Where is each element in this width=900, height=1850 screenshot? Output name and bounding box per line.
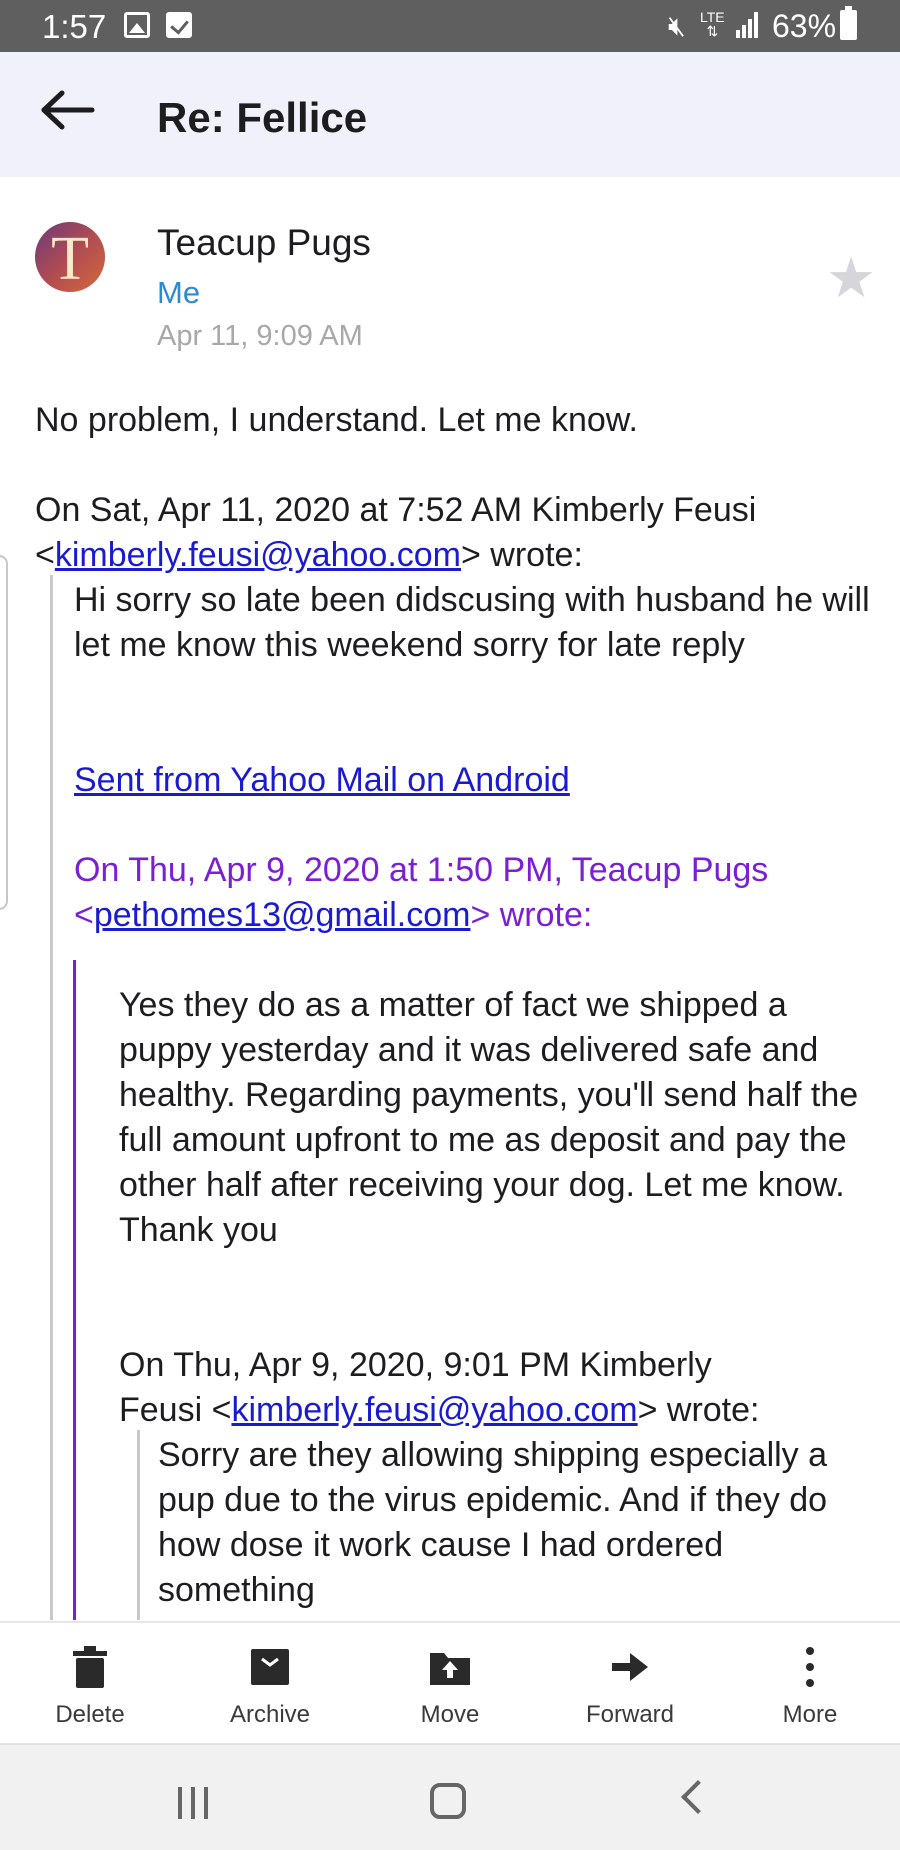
battery-percent: 63% [772,8,837,44]
quote2-body [119,983,879,1253]
message-header [0,52,900,177]
status-time: 1:57 [42,8,107,45]
back-arrow-icon[interactable] [40,90,96,130]
message-subject: Re: Fellice [157,94,368,141]
checkbox-notification-icon [166,12,192,38]
quote2-body-text: Yes they do as a matter of fact we shipped a puppy yesterday and it was delivered safe and healthy. Regarding payments, you'll send half the full amount upfront to me as deposit and pay the other half after receiving your dog. Let me know. [119,986,859,1204]
quote-bar-nested [137,1430,140,1620]
quote1-email-link[interactable]: kimberly.feusi@yahoo.com [54,536,461,574]
quote1-header-text: On Sat, Apr 11, 2020 at 7:52 AM Kimberly Feusi [35,491,757,529]
archive-icon [248,1645,292,1689]
quote1-wrote: > wrote: [461,536,583,574]
lte-icon: LTE ⇅ [700,9,725,39]
quote2-wrote: > wrote: [470,896,593,934]
forward-label: Forward [585,1701,675,1728]
sender-avatar[interactable] [35,222,105,292]
sender-name[interactable]: Teacup Pugs [157,222,371,263]
signal-icon [736,12,760,38]
status-bar [0,0,900,52]
edge-panel-handle[interactable] [0,555,8,910]
home-icon[interactable] [430,1783,466,1819]
quote2-thanks: Thank you [119,1211,278,1249]
quote1-header: On Sat, Apr 11, 2020 at 7:52 AM Kimberly Feusi <kimberly.feusi@yahoo.com> wrote: [35,491,757,574]
archive-button[interactable] [180,1623,360,1745]
more-vertical-icon [788,1645,832,1689]
recipient-name[interactable]: Me [157,275,201,310]
quote3-body: Sorry are they allowing shipping especially a pup due to the virus epidemic. And if they do how dose it work cause I had ordered something [158,1436,828,1609]
system-back-icon[interactable] [681,1780,715,1814]
quote3-wrote: > wrote: [637,1391,760,1429]
quote3-email-link[interactable]: kimberly.feusi@yahoo.com [231,1391,638,1429]
forward-button[interactable] [540,1623,720,1745]
more-label: More [782,1701,838,1728]
quote3-header-text: On Thu, Apr 9, 2020, 9:01 PM Kimberly [119,1346,712,1384]
delete-label: Delete [55,1701,125,1728]
reply-text: No problem, I understand. Let me know. [35,401,638,439]
action-toolbar [0,1621,900,1743]
trash-icon [68,1645,112,1689]
forward-arrow-icon [608,1645,652,1689]
gallery-notification-icon [124,12,150,38]
avatar-letter: T [51,225,89,292]
quote3-header-b: Feusi < [119,1391,232,1429]
quote1-body: Hi sorry so late been didscusing with husband he will let me know this weekend sorry for late reply [74,581,870,664]
recent-apps-icon[interactable] [178,1787,214,1819]
star-icon[interactable]: ★ [826,246,877,309]
battery-icon [840,10,857,40]
quote3-header [119,1343,879,1433]
move-label: Move [420,1701,480,1728]
mute-icon: 🔇︎ [668,10,686,41]
message-date: Apr 11, 9:09 AM [157,320,363,352]
quote-bar-purple [73,960,76,1620]
delete-button[interactable] [0,1623,180,1745]
folder-move-icon [428,1645,472,1689]
network-type: LTE [700,9,725,25]
more-button[interactable] [720,1623,900,1745]
quote-bar [50,575,53,1620]
quote2-email-link[interactable]: pethomes13@gmail.com [93,896,471,934]
system-navigation-bar [0,1743,900,1850]
signature-link-row [74,758,874,803]
archive-label: Archive [229,1701,311,1728]
move-button[interactable] [360,1623,540,1745]
quote2-header: On Thu, Apr 9, 2020 at 1:50 PM, Teacup Pugs <pethomes13@gmail.com> wrote: [74,851,769,934]
quote2-header-text: On Thu, Apr 9, 2020 at 1:50 PM, Teacup Pugs [74,851,769,889]
yahoo-signature-link[interactable]: Sent from Yahoo Mail on Android [74,761,570,799]
